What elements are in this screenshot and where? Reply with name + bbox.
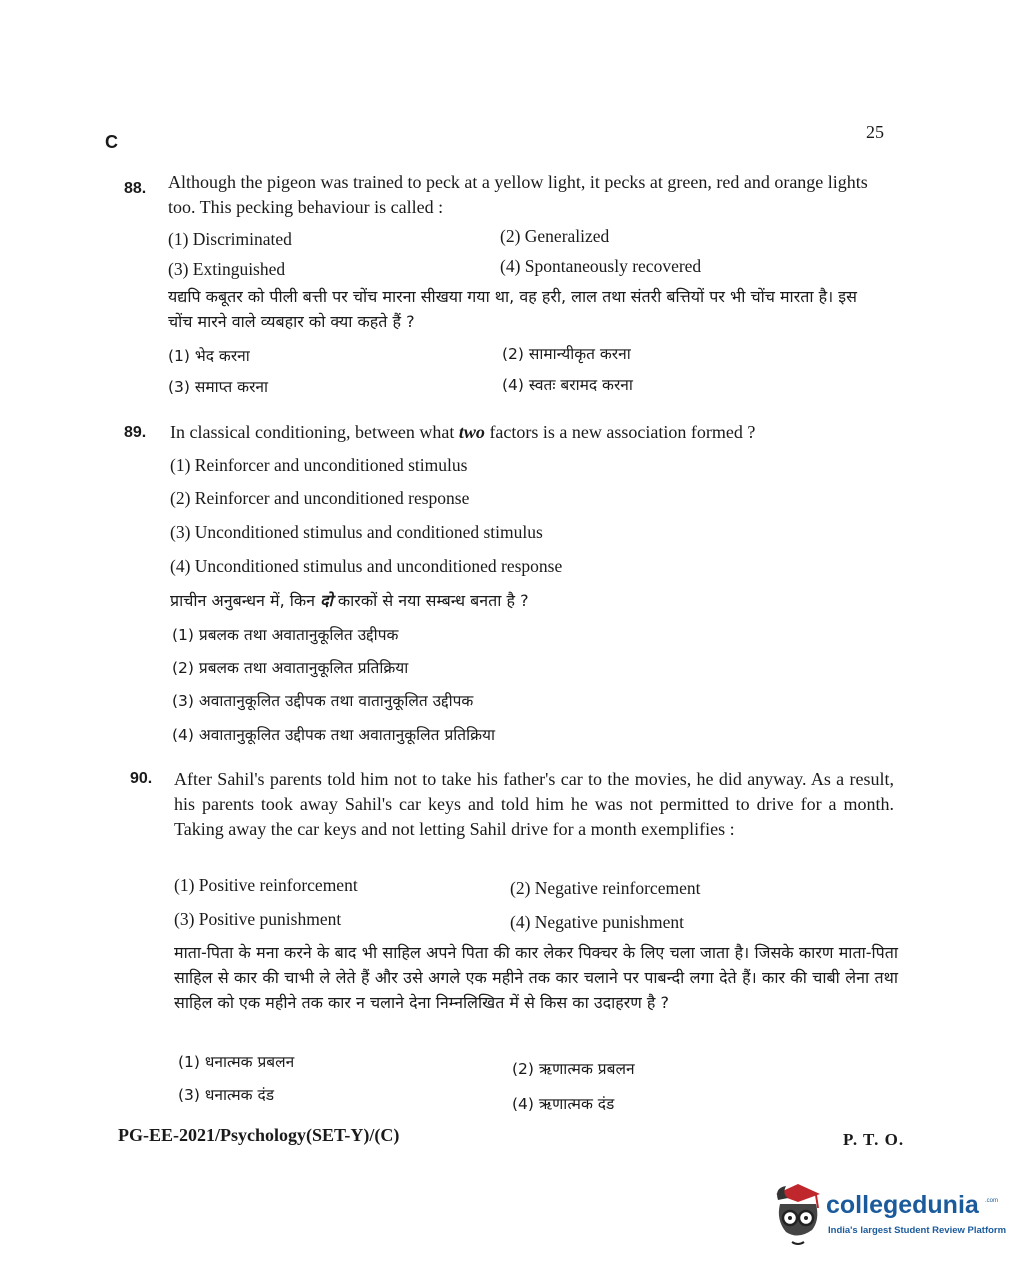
option-2-hindi: (2) ऋणात्मक प्रबलन <box>512 1060 635 1078</box>
option-1-hindi: (1) भेद करना <box>168 347 250 365</box>
option-2-hindi: (2) प्रबलक तथा अवातानुकूलित प्रतिक्रिया <box>172 659 409 677</box>
question-number: 89. <box>124 424 147 441</box>
option-1-english: (1) Discriminated <box>168 229 292 249</box>
option-1-english: (1) Reinforcer and unconditioned stimulus <box>170 455 468 475</box>
question-number: 90. <box>130 770 153 787</box>
question-text-pre: In classical conditioning, between what <box>170 422 459 442</box>
option-4-english: (4) Negative punishment <box>510 912 684 932</box>
option-3-hindi: (3) अवातानुकूलित उद्दीपक तथा वातानुकूलित उद्दीपक <box>172 692 474 710</box>
pto-label: P. T. O. <box>843 1130 905 1149</box>
question-text-english: Although the pigeon was trained to peck at a yellow light, it pecks at green, red and orange lights too. This pecking behaviour is called : <box>168 172 868 217</box>
brand-suffix: .com <box>985 1198 999 1204</box>
option-2-english: (2) Generalized <box>500 226 610 246</box>
set-letter: C <box>105 132 118 152</box>
option-2-english: (2) Negative reinforcement <box>510 878 701 898</box>
option-3-hindi: (3) समाप्त करना <box>168 378 269 396</box>
option-4-hindi: (4) अवातानुकूलित उद्दीपक तथा अवातानुकूलित प्रतिक्रिया <box>172 726 496 744</box>
question-text-post: factors is a new association formed ? <box>484 422 756 442</box>
question-text-post: कारकों से नया सम्बन्ध बनता है ? <box>332 591 529 610</box>
brand-tagline: India's largest Student Review Platform <box>828 1225 1007 1236</box>
question-text-hindi: यद्यपि कबूतर को पीली बत्ती पर चोंच मारना सीखया गया था, वह हरी, लाल तथा संतरी बत्तियों पर भी चोंच मारता है। इस चोंच मारने वाले व्यबहार को क्या कहते हैं ? <box>168 287 857 331</box>
option-1-hindi: (1) प्रबलक तथा अवातानुकूलित उद्दीपक <box>172 626 399 644</box>
option-2-hindi: (2) सामान्यीकृत करना <box>502 345 631 363</box>
emphasis-word: दो <box>320 591 333 610</box>
option-3-hindi: (3) धनात्मक दंड <box>178 1086 275 1104</box>
question-text-english: After Sahil's parents told him not to take his father's car to the movies, he did anyway. As a result, his parents took away Sahil's car keys and told him he was not permitted to drive for a month. Taking away the car keys and not letting Sahil drive for a month exemplifies : <box>174 769 894 839</box>
question-number: 88. <box>124 180 147 197</box>
option-4-english: (4) Spontaneously recovered <box>500 256 702 276</box>
question-text-hindi: माता-पिता के मना करने के बाद भी साहिल अपने पिता की कार लेकर पिक्चर के लिए चला जाता है। जिसके कारण माता-पिता साहिल से कार की चाभी ले लेते हैं और उसे अगले एक महीने तक कार चलाने पर पाबन्दी लगा देते हैं। कार की चाबी लेना तथा साहिल को एक महीने तक कार न चलाने देना निम्नलिखित में से किस का उदाहरण है ? <box>174 943 898 1012</box>
option-1-hindi: (1) धनात्मक प्रबलन <box>178 1053 295 1071</box>
option-2-english: (2) Reinforcer and unconditioned response <box>170 488 470 508</box>
question-text-hindi <box>170 588 529 613</box>
option-3-english: (3) Positive punishment <box>174 909 342 929</box>
option-3-english: (3) Extinguished <box>168 259 286 279</box>
option-1-english: (1) Positive reinforcement <box>174 875 358 895</box>
option-4-english: (4) Unconditioned stimulus and unconditioned response <box>170 556 563 576</box>
page-number: 25 <box>866 122 884 142</box>
question-text-english <box>170 420 890 445</box>
option-3-english: (3) Unconditioned stimulus and conditioned stimulus <box>170 522 543 542</box>
option-4-hindi: (4) ऋणात्मक दंड <box>512 1095 615 1113</box>
paper-code: PG-EE-2021/Psychology(SET-Y)/(C) <box>118 1125 400 1145</box>
emphasis-word: two <box>458 422 485 442</box>
mascot-icon <box>768 1180 828 1250</box>
question-text-pre: प्राचीन अनुबन्धन में, किन <box>170 591 321 610</box>
option-4-hindi: (4) स्वतः बरामद करना <box>502 376 633 394</box>
brand-name: collegedunia <box>826 1191 979 1219</box>
